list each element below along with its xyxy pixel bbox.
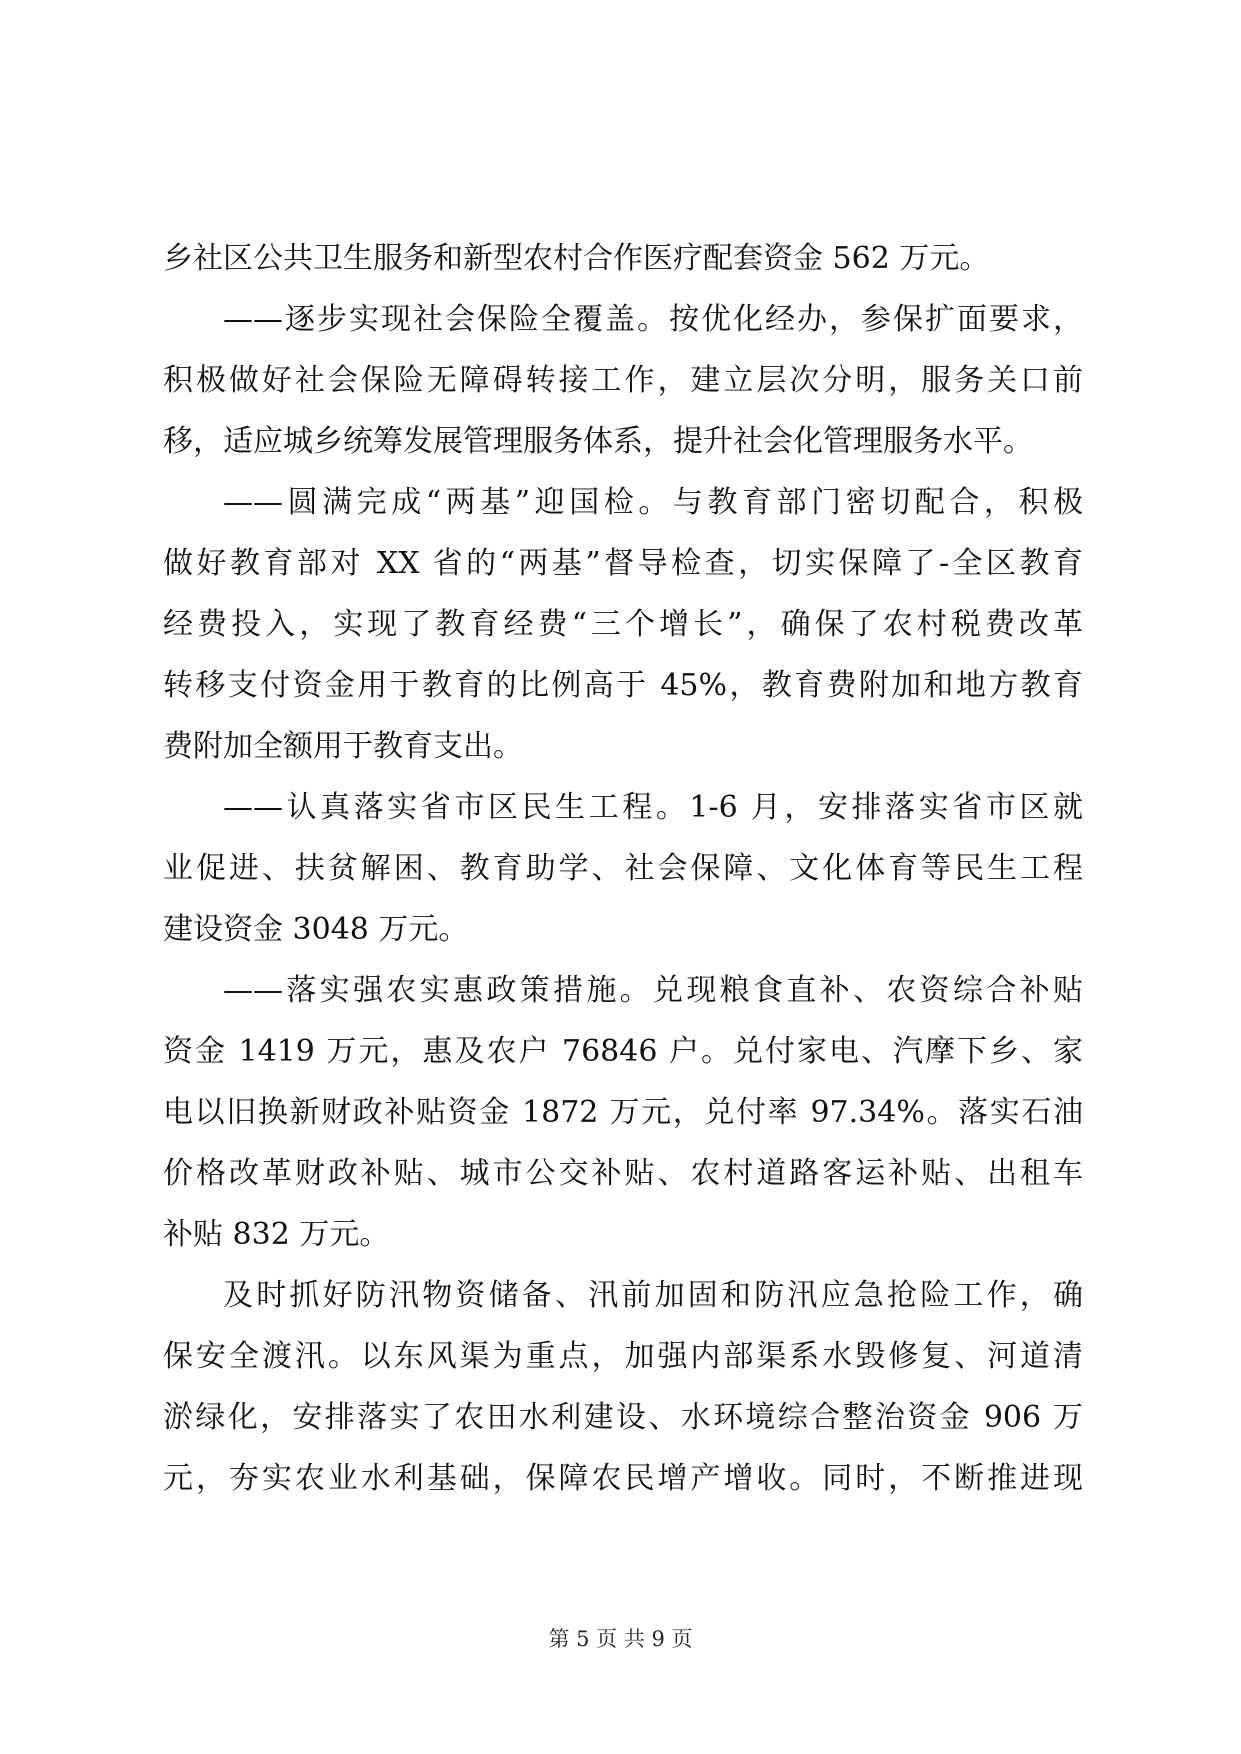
body-text xyxy=(163,228,1083,1509)
text-line: ——逐步实现社会保险全覆盖。按优化经办，参保扩面要求， xyxy=(223,302,1083,337)
text-line: 积极做好社会保险无障碍转接工作，建立层次分明，服务关口前 xyxy=(163,363,1083,398)
text-line: 乡社区公共卫生服务和新型农村合作医疗配套资金 562 万元。 xyxy=(163,241,990,276)
text-line: 业促进、扶贫解困、教育助学、社会保障、文化体育等民生工程 xyxy=(163,851,1083,886)
text-line: 经费投入，实现了教育经费“三个增长”，确保了农村税费改革 xyxy=(163,607,1083,642)
text-line: 建设资金 3048 万元。 xyxy=(163,912,469,947)
text-line: 保安全渡汛。以东风渠为重点，加强内部渠系水毁修复、河道清 xyxy=(163,1339,1083,1374)
text-line: ——认真落实省市区民生工程。1-6 月，安排落实省市区就 xyxy=(223,790,1083,825)
text-line: 电以旧换新财政补贴资金 1872 万元，兑付率 97.34%。落实石油 xyxy=(163,1095,1083,1130)
text-line: 价格改革财政补贴、城市公交补贴、农村道路客运补贴、出租车 xyxy=(163,1156,1083,1191)
text-line: 费附加全额用于教育支出。 xyxy=(163,729,523,764)
page-footer: 第 5 页 共 9 页 xyxy=(548,1627,693,1651)
text-line: 淤绿化，安排落实了农田水利建设、水环境综合整治资金 906 万 xyxy=(163,1400,1083,1435)
text-line: 做好教育部对 XX 省的“两基”督导检查，切实保障了-全区教育 xyxy=(163,546,1083,581)
text-line: 及时抓好防汛物资储备、汛前加固和防汛应急抢险工作，确 xyxy=(223,1278,1083,1313)
text-line: 补贴 832 万元。 xyxy=(163,1217,390,1252)
text-line: 移，适应城乡统筹发展管理服务体系，提升社会化管理服务水平。 xyxy=(163,424,1033,459)
text-line: ——落实强农实惠政策措施。兑现粮食直补、农资综合补贴 xyxy=(223,973,1083,1008)
text-line: ——圆满完成“两基”迎国检。与教育部门密切配合，积极 xyxy=(223,485,1083,520)
text-line: 转移支付资金用于教育的比例高于 45%，教育费附加和地方教育 xyxy=(163,668,1083,703)
text-line: 元，夯实农业水利基础，保障农民增产增收。同时，不断推进现 xyxy=(163,1461,1083,1496)
text-line: 资金 1419 万元，惠及农户 76846 户。兑付家电、汽摩下乡、家 xyxy=(163,1034,1083,1069)
